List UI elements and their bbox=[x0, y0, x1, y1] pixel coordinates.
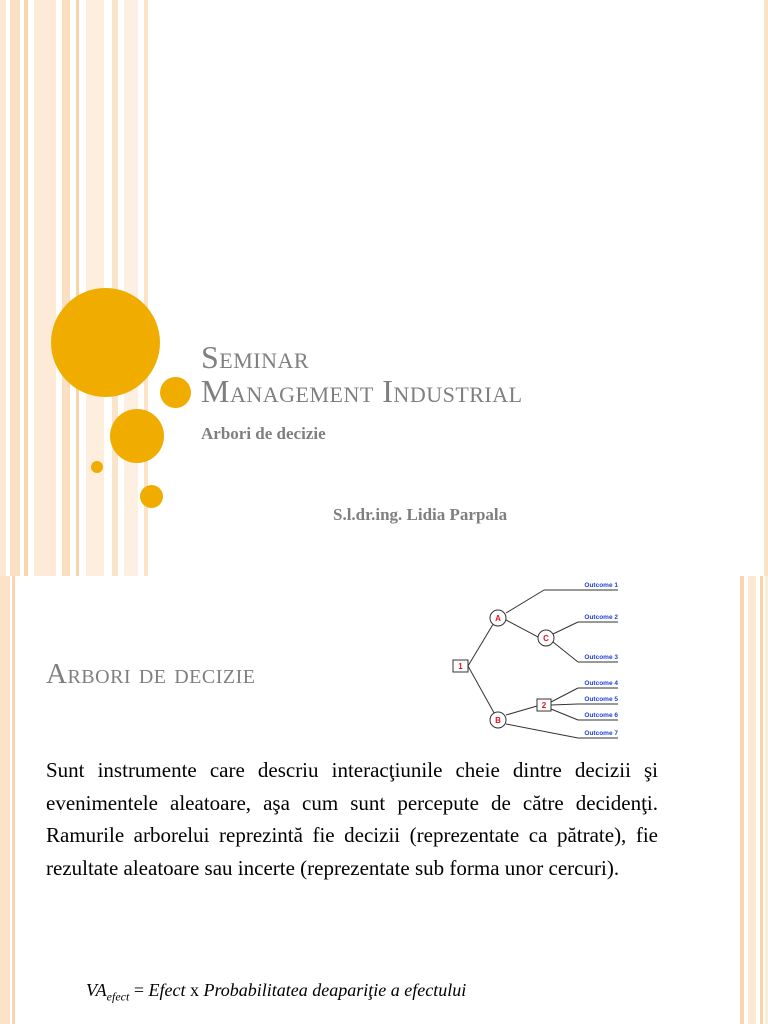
chance-node-b-label: B bbox=[495, 716, 501, 725]
decision-tree-diagram bbox=[452, 578, 624, 742]
right-stripe bbox=[740, 576, 744, 1024]
chance-node-a-label: A bbox=[495, 614, 501, 623]
decorative-circle bbox=[140, 485, 163, 508]
branch-line bbox=[506, 706, 537, 715]
right-edge-stripe bbox=[764, 0, 768, 576]
outcome-label: Outcome 3 bbox=[584, 654, 618, 661]
outcome-label: Outcome 5 bbox=[584, 696, 618, 703]
branch-line bbox=[506, 590, 544, 613]
title-line-2: Management Industrial bbox=[201, 373, 523, 409]
branch-line bbox=[506, 620, 540, 638]
right-stripe bbox=[748, 576, 756, 1024]
branch-line bbox=[468, 666, 498, 720]
outcome-label: Outcome 1 bbox=[584, 582, 618, 589]
branch-line bbox=[553, 622, 578, 634]
stripe bbox=[24, 0, 28, 576]
decorative-circle-small bbox=[91, 461, 103, 473]
branch-line bbox=[551, 688, 578, 702]
formula bbox=[86, 980, 466, 1005]
stripe bbox=[76, 0, 79, 576]
branch-line bbox=[551, 704, 578, 705]
branch-line bbox=[551, 709, 578, 720]
stripe bbox=[62, 0, 70, 576]
slide-heading: Arbori de decizie bbox=[46, 658, 256, 690]
chance-node-c-label: C bbox=[543, 634, 549, 643]
outcome-label: Outcome 7 bbox=[584, 730, 618, 737]
outcome-label: Outcome 4 bbox=[584, 680, 618, 687]
slide-subtitle: Arbori de decizie bbox=[201, 424, 326, 443]
author-name: S.l.dr.ing. Lidia Parpala bbox=[333, 505, 508, 524]
outcome-label: Outcome 6 bbox=[584, 712, 618, 719]
slide-title bbox=[201, 340, 523, 408]
formula-times: x bbox=[185, 980, 204, 1000]
stripe bbox=[124, 0, 138, 576]
formula-lhs: VA bbox=[86, 980, 107, 1000]
left-edge-stripe bbox=[12, 576, 15, 1024]
decorative-circle-large bbox=[51, 288, 160, 397]
stripe bbox=[10, 0, 20, 576]
formula-lhs-subscript: efect bbox=[106, 989, 130, 1004]
branch-line bbox=[506, 724, 578, 738]
formula-term-effect: Efect bbox=[148, 980, 186, 1000]
decision-node-1-label: 1 bbox=[458, 662, 463, 671]
decorative-circle bbox=[160, 377, 191, 408]
outcome-label: Outcome 2 bbox=[584, 614, 618, 621]
decision-node-2-label: 2 bbox=[541, 701, 547, 710]
content-slide bbox=[0, 576, 768, 1024]
title-line-1: Seminar bbox=[201, 339, 310, 375]
decorative-stripes bbox=[0, 0, 150, 576]
branch-line bbox=[553, 642, 578, 662]
left-edge-stripe bbox=[0, 576, 10, 1024]
stripe bbox=[34, 0, 56, 576]
formula-equals: = bbox=[129, 980, 149, 1000]
right-stripe bbox=[760, 576, 763, 1024]
decorative-circle-medium bbox=[110, 409, 164, 463]
stripe bbox=[0, 0, 6, 576]
formula-term-probability: Probabilitatea deapariţie a efectului bbox=[203, 980, 467, 1000]
body-paragraph: Sunt instrumente care descriu interacţiunile cheie dintre decizii şi evenimentele aleatoare, aşa cum sunt percepute de către decidenţi. Ramurile arborelui reprezintă fie decizii (reprezentate ca pătrate), fie rezultate aleatoare sau incerte (reprezentate sub forma unor cercuri). bbox=[46, 758, 658, 880]
